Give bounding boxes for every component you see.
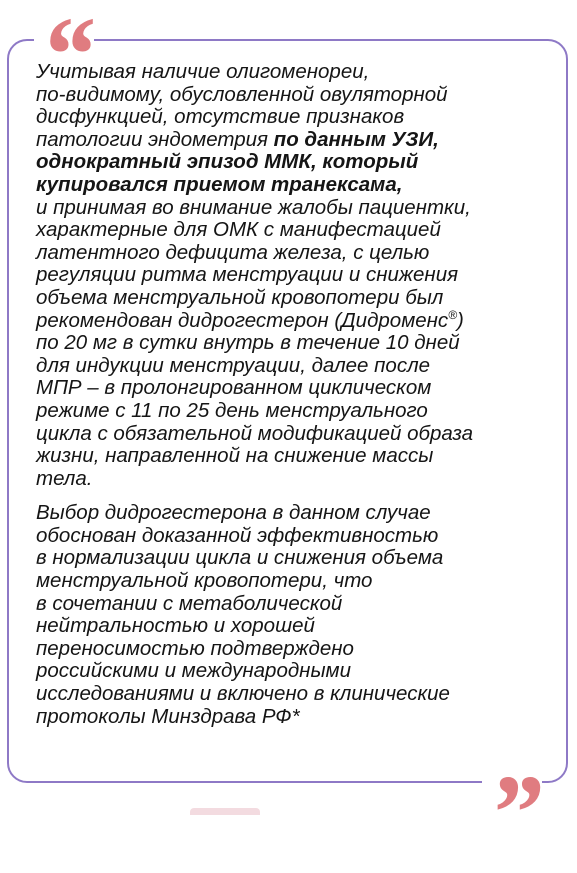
paragraph-1-line: дисфункцией, отсутствие признаков: [36, 105, 405, 129]
paragraph-2-line: менструальной кровопотери, что: [36, 569, 373, 593]
plain-text: патологии эндометрия: [36, 127, 274, 151]
paragraph-1-line: режиме с 11 по 25 день менструального: [36, 398, 428, 422]
paragraph-2-line: протоколы Минздрава РФ*: [36, 704, 300, 728]
registered-mark: ®: [448, 307, 458, 322]
open-quote-glyph: “: [40, 0, 88, 115]
paragraph-1-line: для индукции менструации, далее после: [36, 353, 431, 377]
paragraph-1-line: и принимая во внимание жалобы пациентки,: [36, 195, 471, 219]
quote-text: [36, 61, 540, 740]
paragraph-1-line: по 20 мг в сутки внутрь в течение 10 дней: [36, 331, 460, 355]
close-quote-glyph: ”: [488, 754, 536, 873]
paragraph-2-line: нейтральностью и хорошей: [36, 614, 315, 638]
close-quote-icon: [482, 754, 542, 873]
paragraph-2-line: Выбор дидрогестерона в данном случае: [36, 501, 431, 525]
paragraph-1: [36, 61, 540, 490]
paragraph-1-line: латентного дефицита железа, с целью: [36, 240, 430, 264]
bold-text: по данным УЗИ,: [273, 127, 439, 151]
paragraph-2-line: обоснован доказанной эффективностью: [36, 523, 439, 547]
paragraph-1-bold-line: однократный эпизод ММК, который: [36, 150, 419, 174]
paragraph-1-line: объема менструальной кровопотери был: [36, 285, 444, 309]
paragraph-1-line: тела.: [36, 466, 93, 490]
paragraph-2-line: переносимостью подтверждено: [36, 636, 354, 660]
paragraph-1-bold-line: купировался приемом транексама,: [36, 172, 403, 196]
paragraph-1-line: Учитывая наличие олигоменореи,: [36, 60, 370, 83]
paragraph-2-line: в нормализации цикла и снижения объема: [36, 546, 444, 570]
paragraph-1-line: жизни, направленной на снижение массы: [36, 444, 434, 468]
paragraph-2: [36, 502, 540, 728]
paragraph-1-line-drug: [36, 307, 540, 333]
paragraph-2-line: российскими и международными: [36, 659, 351, 683]
paragraph-1-line: характерные для ОМК с манифестацией: [36, 218, 441, 242]
open-quote-icon: [34, 0, 94, 115]
paragraph-1-line: цикла с обязательной модификацией образа: [36, 421, 474, 445]
bottom-decoration: [190, 808, 260, 815]
paragraph-1-line: МПР – в пролонгированном циклическом: [36, 376, 432, 400]
paragraph-1-line-mixed: [36, 129, 540, 152]
paragraph-1-line: регуляции ритма менструации и снижения: [36, 263, 459, 287]
paragraph-1-line: по-видимому, обусловленной овуляторной: [36, 82, 448, 106]
closing-paren: ): [457, 308, 464, 332]
paragraph-2-line: в сочетании с метаболической: [36, 591, 343, 615]
paragraph-2-line: исследованиями и включено в клинические: [36, 682, 450, 706]
drug-text: рекомендован дидрогестерон (Дидроменс: [36, 308, 449, 332]
